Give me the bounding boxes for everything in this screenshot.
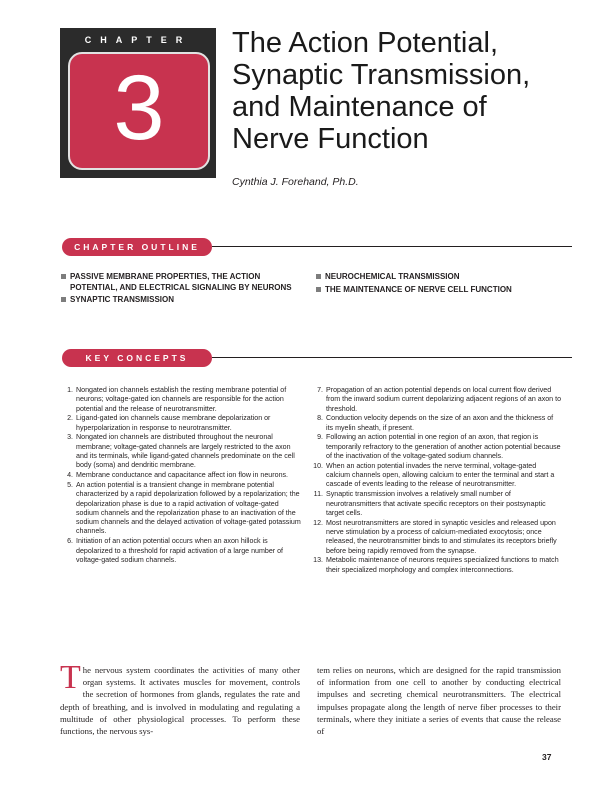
chapter-number: 3 <box>113 57 165 159</box>
chapter-title-line: The Action Potential, <box>232 27 498 59</box>
key-concept-text: An action potential is a transient change in membrane potential characterized by a rapid depolarization followed by a repolarization; the depolarization phase is due to a rapid activation of voltage-gated sodium channels and the repolarization phase to an inactivation of the sodium channels and the delayed activation of voltage-gated potassium channels. <box>76 480 301 536</box>
key-concept-text: Most neurotransmitters are stored in synaptic vesicles and released upon nerve stimulation by a process of calcium-mediated exocytosis; once released, the neurotransmitter binds to and stimulates its receptors briefly before being rapidly removed from the synapse. <box>326 518 557 555</box>
outline-item <box>316 285 576 296</box>
body-text-column-left <box>60 659 300 737</box>
key-concept-number: 8. <box>317 414 323 423</box>
key-concept-item <box>313 414 561 433</box>
outline-item <box>316 272 576 283</box>
key-concept-item <box>63 537 301 565</box>
key-concept-text: Conduction velocity depends on the size of an axon and the thickness of its myelin sheath, if present. <box>326 414 554 432</box>
key-concept-item <box>63 386 301 414</box>
key-concept-number: 11. <box>313 490 323 499</box>
key-concept-text: Membrane conductance and capacitance affect ion flow in neurons. <box>76 471 289 480</box>
key-concept-item <box>313 433 561 461</box>
body-text-column-right <box>317 664 561 737</box>
key-concept-number: 3. <box>67 433 73 442</box>
outline-item <box>61 295 296 306</box>
key-concepts-heading: KEY CONCEPTS <box>62 349 212 367</box>
key-concept-number: 13. <box>313 556 323 565</box>
key-concept-text: Following an action potential in one region of an axon, that region is temporarily refractory to the generation of another action potential because of the inactivation of the voltage-gated sodium channels. <box>326 433 561 461</box>
key-concept-item <box>313 386 561 414</box>
outline-item-label: SYNAPTIC TRANSMISSION <box>70 295 175 304</box>
section-divider <box>212 357 572 358</box>
body-paragraph: tem relies on neurons, which are designed for the rapid transmission of information from one cell to another by conducting electrical impulses and secreting chemical neurotransmitters. The electrical impulses propagate along the length of nerve fiber processes to their terminals, where they initiate a series of events that cause the release of <box>317 665 561 737</box>
outline-item-label: THE MAINTENANCE OF NERVE CELL FUNCTION <box>325 284 512 294</box>
key-concept-text: Propagation of an action potential depends on local current flow derived from the inward sodium current depolarizing adjacent regions of an axon to threshold. <box>326 386 562 413</box>
section-divider <box>212 246 572 247</box>
key-concept-item <box>63 414 301 433</box>
square-bullet-icon <box>316 274 321 279</box>
chapter-title <box>232 27 572 155</box>
key-concept-item <box>313 519 561 556</box>
key-concept-text: Metabolic maintenance of neurons requires specialized functions to match their specialized morphology and complex interconnections. <box>326 556 559 574</box>
key-concept-item <box>63 481 301 537</box>
outline-column-right <box>316 272 576 297</box>
key-concept-number: 10. <box>313 461 323 470</box>
key-concept-number: 5. <box>67 480 73 489</box>
key-concept-number: 9. <box>317 433 323 442</box>
body-paragraph: he nervous system coordinates the activities of many other organ systems. It activates muscles for movement, controls the secretion of hormones from glands, regulates the rate and depth of breathing, and is involved in modulating and regulating a multitude of other physiological processes. To perform these functions, the nervous sys- <box>60 665 300 737</box>
page-number: 37 <box>542 752 552 762</box>
key-concept-number: 2. <box>67 414 73 423</box>
square-bullet-icon <box>61 297 66 302</box>
chapter-label: CHAPTER <box>84 35 192 45</box>
key-concept-text: Ligand-gated ion channels cause membrane depolarization or hyperpolarization in response to neurotransmitter. <box>76 414 271 432</box>
key-concept-number: 7. <box>317 386 323 394</box>
square-bullet-icon <box>61 274 66 279</box>
key-concept-text: Synaptic transmission involves a relatively small number of neurotransmitters that activate specific receptors on their postsynaptic target cells. <box>326 490 546 517</box>
key-concept-text: Nongated ion channels are distributed throughout the neuronal membrane; voltage-gated channels are largely restricted to the axon and its terminals, while ligand-gated channels predominate on the cell body (soma) and dendritic membrane. <box>76 433 295 470</box>
chapter-title-line: and Maintenance of <box>232 91 487 123</box>
square-bullet-icon <box>316 287 321 292</box>
key-concept-text: Nongated ion channels establish the resting membrane potential of neurons; voltage-gated ion channels are responsible for the action potential and the release of neurotransmitter. <box>76 386 287 413</box>
outline-item <box>61 272 296 293</box>
outline-item-label: PASSIVE MEMBRANE PROPERTIES, THE ACTION POTENTIAL, AND ELECTRICAL SIGNALING BY NEURONS <box>70 272 292 292</box>
chapter-outline-heading: CHAPTER OUTLINE <box>62 238 212 256</box>
key-concept-text: When an action potential invades the nerve terminal, voltage-gated calcium channels open, allowing calcium to enter the terminal and start a cascade of events leading to the release of neurotransmitter. <box>326 461 555 489</box>
outline-column-left <box>61 272 296 308</box>
key-concept-number: 4. <box>67 471 73 480</box>
key-concept-number: 12. <box>313 518 323 527</box>
key-concept-item <box>63 433 301 470</box>
key-concept-number: 6. <box>67 537 73 546</box>
key-concept-item <box>63 471 301 480</box>
drop-cap: T <box>60 659 81 696</box>
chapter-title-line: Synaptic Transmission, <box>232 59 531 91</box>
chapter-title-line: Nerve Function <box>232 123 429 155</box>
author-name: Cynthia J. Forehand, Ph.D. <box>232 176 359 188</box>
key-concept-item <box>313 490 561 518</box>
key-concept-item <box>313 556 561 575</box>
outline-item-label: NEUROCHEMICAL TRANSMISSION <box>325 272 460 281</box>
key-concepts-column-left <box>63 386 301 566</box>
key-concept-item <box>313 462 561 490</box>
key-concept-text: Initiation of an action potential occurs when an axon hillock is depolarized to a threshold for rapid activation of a large number of voltage-gated sodium channels. <box>76 537 284 564</box>
key-concepts-column-right <box>313 386 561 575</box>
key-concept-number: 1. <box>67 386 73 394</box>
